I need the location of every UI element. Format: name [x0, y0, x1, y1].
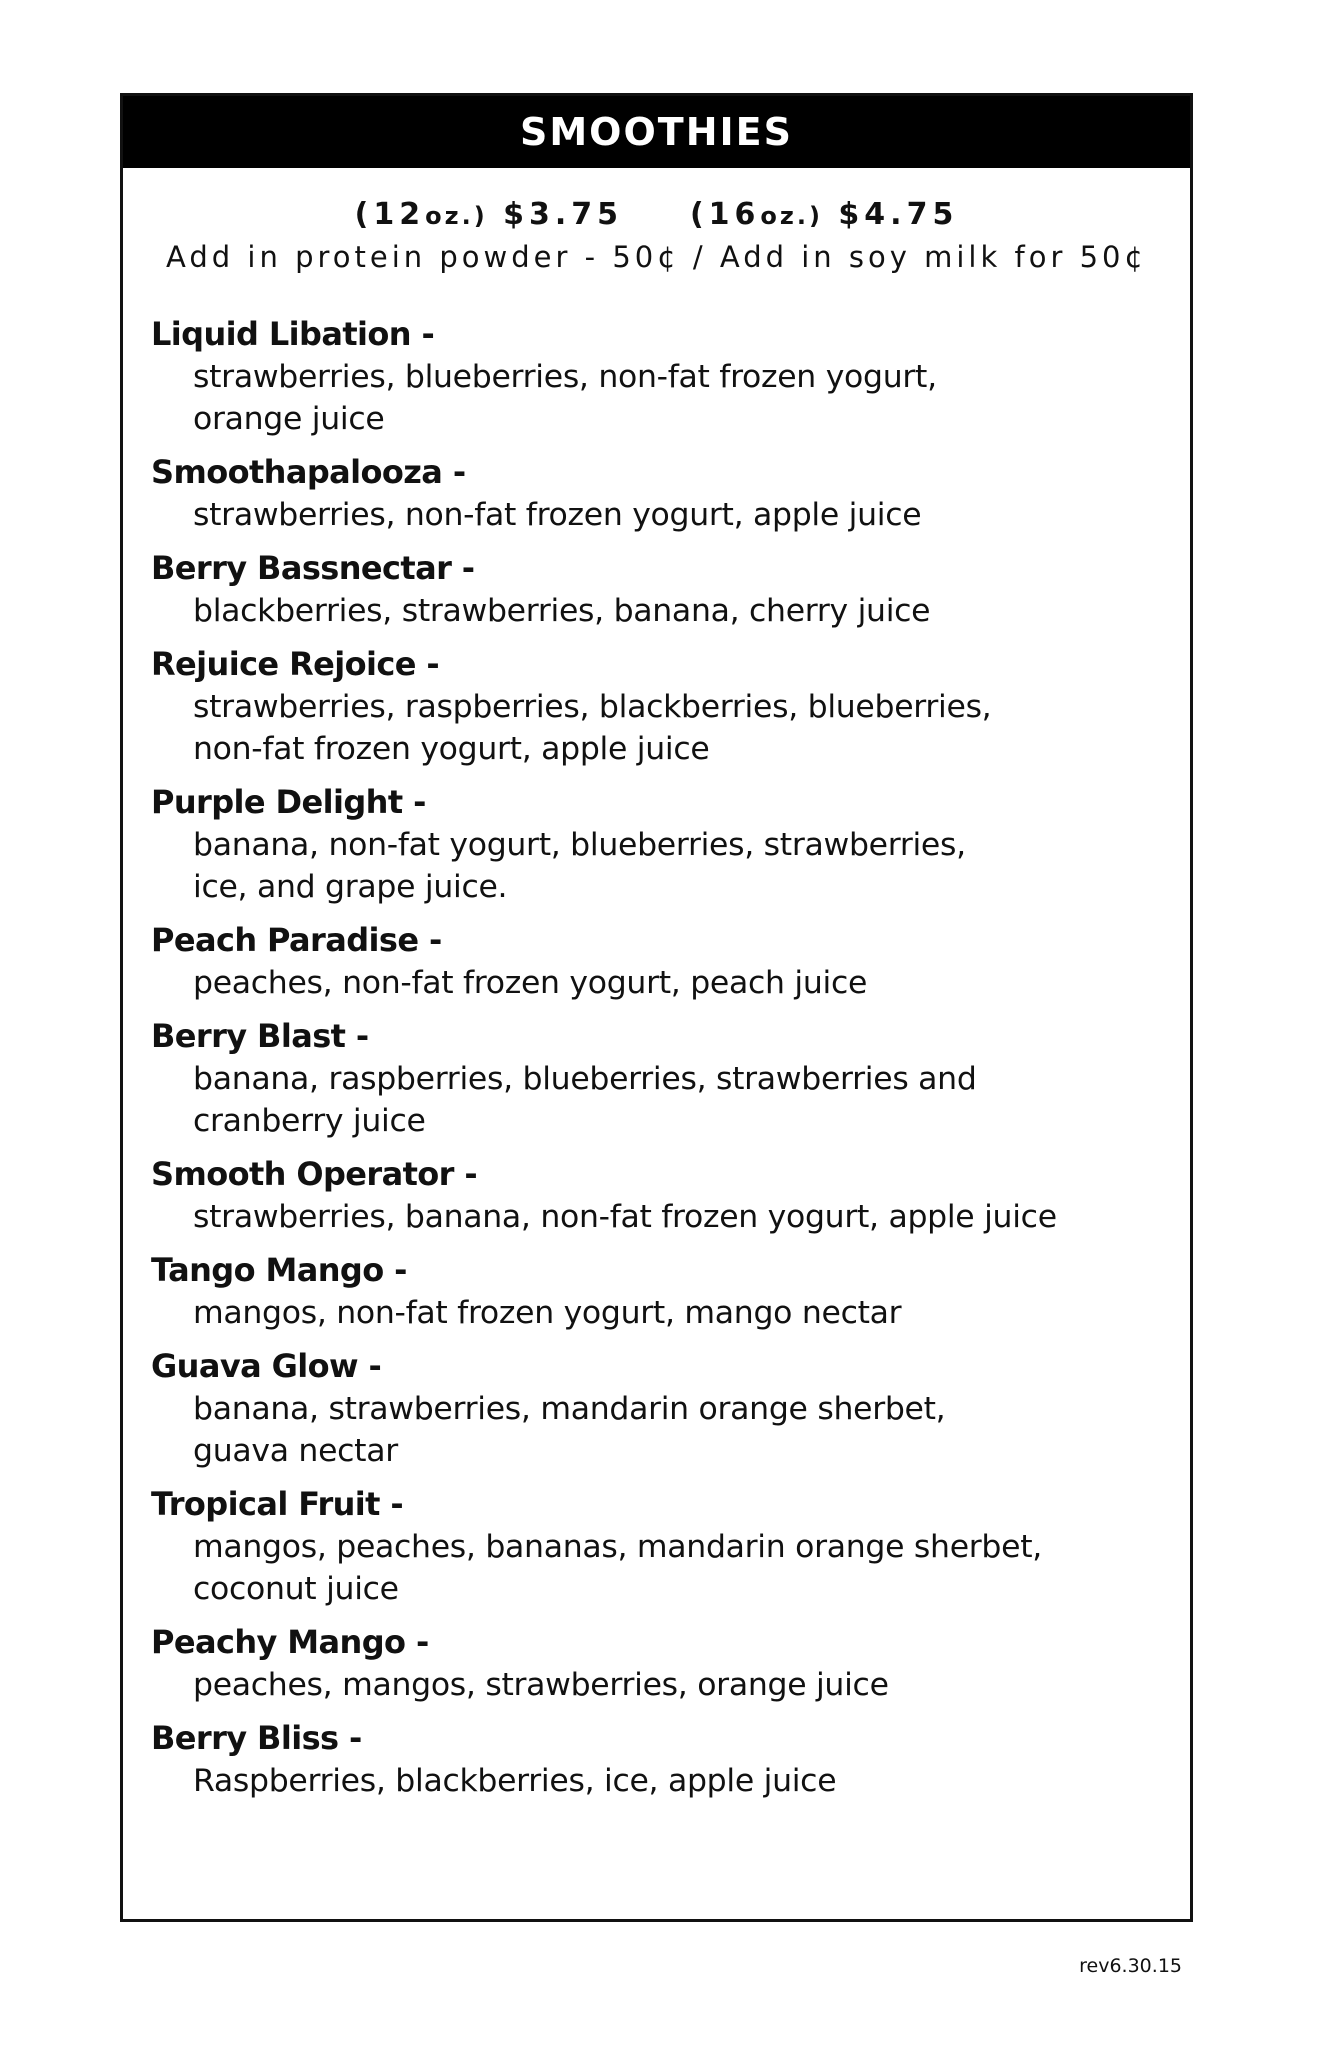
- description-line: coconut juice: [193, 1571, 399, 1607]
- menu-item-description: [151, 1526, 1190, 1610]
- menu-item-name: Peachy Mango -: [151, 1623, 429, 1661]
- menu-item-name: Smooth Operator -: [151, 1155, 478, 1193]
- description-line: strawberries, blueberries, non-fat frozen yogurt,: [193, 359, 937, 395]
- menu-item-name: Rejuice Rejoice -: [151, 645, 440, 683]
- menu-item: [151, 1015, 1190, 1142]
- menu-item: [151, 313, 1190, 440]
- menu-item-description: [151, 686, 1190, 770]
- revision-label: rev6.30.15: [1079, 1955, 1182, 1977]
- menu-item-description: [151, 962, 1190, 1004]
- description-line: strawberries, non-fat frozen yogurt, apple juice: [193, 497, 922, 533]
- menu-item-description: [151, 1292, 1190, 1334]
- description-line: mangos, peaches, bananas, mandarin orange sherbet,: [193, 1529, 1042, 1565]
- description-line: non-fat frozen yogurt, apple juice: [193, 731, 710, 767]
- menu-item: [151, 451, 1190, 536]
- smoothie-list: [123, 313, 1190, 1802]
- menu-item-description: [151, 1058, 1190, 1142]
- menu-item-description: [151, 824, 1190, 908]
- menu-item: [151, 781, 1190, 908]
- menu-item-description: [151, 1664, 1190, 1706]
- description-line: guava nectar: [193, 1433, 398, 1469]
- menu-item-name: Liquid Libation -: [151, 315, 435, 353]
- smoothies-menu: [120, 93, 1193, 1922]
- menu-item-description: [151, 494, 1190, 536]
- description-line: banana, strawberries, mandarin orange sherbet,: [193, 1391, 946, 1427]
- menu-item: [151, 1621, 1190, 1706]
- menu-item: [151, 919, 1190, 1004]
- menu-header: [123, 96, 1190, 168]
- menu-item-name: Berry Bassnectar -: [151, 549, 475, 587]
- menu-item: [151, 1345, 1190, 1472]
- menu-item-name: Guava Glow -: [151, 1347, 382, 1385]
- menu-item-description: [151, 590, 1190, 632]
- menu-item-name: Peach Paradise -: [151, 921, 442, 959]
- description-line: orange juice: [193, 401, 385, 437]
- menu-item-name: Smoothapalooza -: [151, 453, 466, 491]
- description-line: banana, raspberries, blueberries, strawberries and: [193, 1061, 977, 1097]
- description-line: blackberries, strawberries, banana, cherry juice: [193, 593, 931, 629]
- menu-item: [151, 1153, 1190, 1238]
- pricing-section: [123, 196, 1190, 277]
- description-line: peaches, mangos, strawberries, orange juice: [193, 1667, 889, 1703]
- menu-item: [151, 1483, 1190, 1610]
- description-line: strawberries, banana, non-fat frozen yogurt, apple juice: [193, 1199, 1057, 1235]
- description-line: strawberries, raspberries, blackberries, blueberries,: [193, 689, 992, 725]
- size-prices: [123, 196, 1190, 235]
- menu-item-name: Tango Mango -: [151, 1251, 407, 1289]
- small-price: $3.75: [503, 197, 624, 232]
- menu-item: [151, 643, 1190, 770]
- description-line: ice, and grape juice.: [193, 869, 508, 905]
- large-size: (16: [689, 197, 761, 232]
- menu-item-name: Purple Delight -: [151, 783, 426, 821]
- menu-item-name: Tropical Fruit -: [151, 1485, 404, 1523]
- menu-item-description: [151, 1760, 1190, 1802]
- description-line: banana, non-fat yogurt, blueberries, strawberries,: [193, 827, 966, 863]
- large-price: $4.75: [838, 197, 959, 232]
- menu-item-description: [151, 1388, 1190, 1472]
- addon-options: Add in protein powder - 50¢ / Add in soy milk for 50¢: [166, 240, 1147, 274]
- menu-item: [151, 547, 1190, 632]
- small-unit: oz.): [425, 202, 488, 230]
- description-line: peaches, non-fat frozen yogurt, peach juice: [193, 965, 868, 1001]
- menu-item-name: Berry Bliss -: [151, 1719, 362, 1757]
- menu-item: [151, 1249, 1190, 1334]
- description-line: Raspberries, blackberries, ice, apple juice: [193, 1763, 837, 1799]
- description-line: mangos, non-fat frozen yogurt, mango nectar: [193, 1295, 902, 1331]
- description-line: cranberry juice: [193, 1103, 426, 1139]
- menu-title: SMOOTHIES: [520, 110, 793, 154]
- menu-item-description: [151, 1196, 1190, 1238]
- menu-item: [151, 1717, 1190, 1802]
- large-unit: oz.): [760, 202, 823, 230]
- small-size: (12: [354, 197, 426, 232]
- menu-item-description: [151, 356, 1190, 440]
- menu-item-name: Berry Blast -: [151, 1017, 369, 1055]
